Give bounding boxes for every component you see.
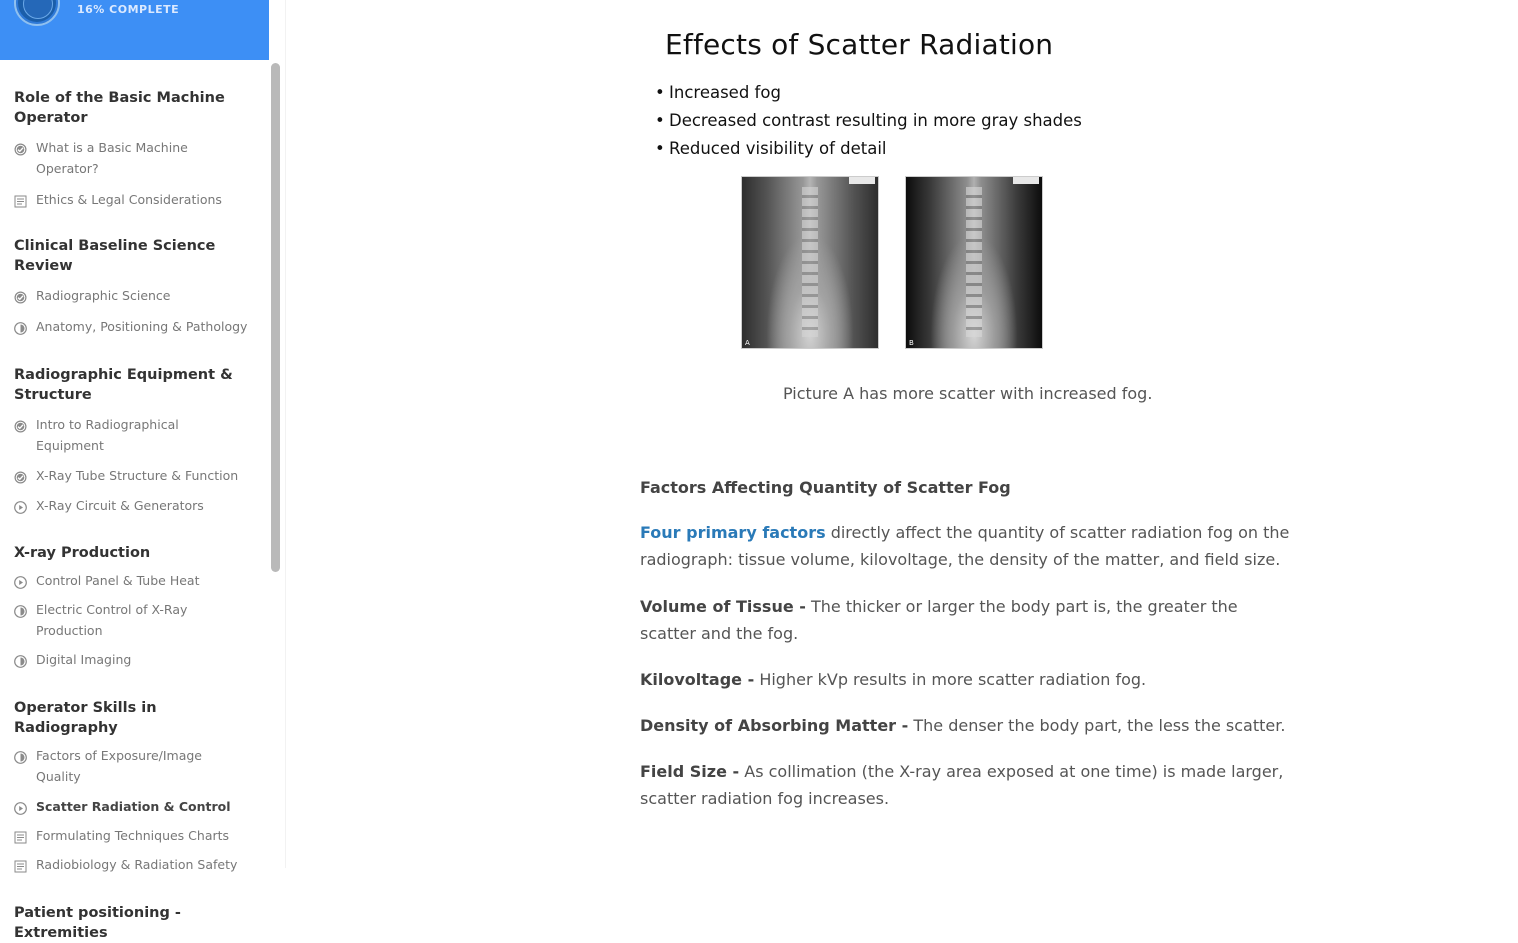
- section-title[interactable]: Operator Skills in Radiography: [14, 700, 157, 736]
- lesson-item[interactable]: [0, 414, 269, 456]
- lesson-label: Control Panel & Tube Heat: [36, 573, 200, 588]
- intro-paragraph: [640, 519, 1290, 573]
- sidebar-header: [0, 0, 269, 60]
- factor-text: The denser the body part, the less the scatter.: [908, 716, 1286, 735]
- half-circle-icon: [14, 749, 27, 762]
- lesson-label: Factors of Exposure/Image Quality: [36, 748, 202, 784]
- lesson-item[interactable]: [0, 285, 269, 306]
- slide-bullet: • Reduced visibility of detail: [655, 139, 887, 158]
- factor-kilovoltage-paragraph: [640, 666, 1290, 693]
- half-circle-icon: [14, 603, 27, 616]
- course-sidebar: [0, 0, 270, 941]
- lesson-label: Intro to Radiographical Equipment: [36, 417, 179, 453]
- course-logo[interactable]: [14, 0, 60, 26]
- image-label: B: [909, 339, 914, 347]
- lesson-label: Radiographic Science: [36, 288, 171, 303]
- image-label: A: [745, 339, 750, 347]
- lesson-label: Scatter Radiation & Control: [36, 799, 231, 814]
- intro-text: directly affect the quantity of scatter radiation fog on the radiograph: tissue volume, kilovoltage, the density of the matter, and field size.: [640, 523, 1290, 569]
- lesson-item-current[interactable]: [0, 796, 269, 817]
- section-title[interactable]: Radiographic Equipment & Structure: [14, 367, 233, 403]
- lesson-label: Anatomy, Positioning & Pathology: [36, 319, 248, 334]
- course-progress-text: 16% COMPLETE: [77, 3, 180, 16]
- section-title[interactable]: Patient positioning - Extremities: [14, 905, 181, 941]
- xray-image-a: [741, 176, 879, 349]
- text-page-icon: [14, 193, 27, 206]
- course-outline: [0, 88, 269, 943]
- lesson-item[interactable]: [0, 599, 269, 641]
- lesson-item[interactable]: [0, 745, 269, 787]
- slide-title: Effects of Scatter Radiation: [665, 28, 1054, 61]
- check-circle-icon: [14, 418, 27, 431]
- factor-term: Kilovoltage -: [640, 670, 755, 689]
- lesson-label: Electric Control of X-Ray Production: [36, 602, 188, 638]
- section-title[interactable]: Clinical Baseline Science Review: [14, 238, 216, 274]
- half-circle-icon: [14, 653, 27, 666]
- check-circle-icon: [14, 469, 27, 482]
- section-title[interactable]: X-ray Production: [14, 545, 151, 561]
- play-circle-icon: [14, 499, 27, 512]
- section-heading: Factors Affecting Quantity of Scatter Fog: [640, 478, 1011, 497]
- lesson-item[interactable]: [0, 137, 269, 179]
- factor-volume-paragraph: [640, 593, 1290, 647]
- lesson-item[interactable]: [0, 495, 269, 516]
- factor-text: As collimation (the X-ray area exposed at one time) is made larger, scatter radiation fog increases.: [640, 762, 1284, 808]
- section-title[interactable]: Role of the Basic Machine Operator: [14, 90, 225, 126]
- text-page-icon: [14, 858, 27, 871]
- lesson-label: Radiobiology & Radiation Safety: [36, 857, 238, 872]
- play-circle-icon: [14, 574, 27, 587]
- lesson-item[interactable]: [0, 570, 269, 591]
- factor-term: Field Size -: [640, 762, 740, 781]
- check-circle-icon: [14, 289, 27, 302]
- lesson-item[interactable]: [0, 316, 269, 337]
- sidebar-scrollbar[interactable]: [271, 63, 280, 572]
- lesson-label: X-Ray Circuit & Generators: [36, 498, 204, 513]
- lesson-item[interactable]: [0, 825, 269, 846]
- factor-text: Higher kVp results in more scatter radiation fog.: [754, 670, 1147, 689]
- lesson-label: Digital Imaging: [36, 652, 132, 667]
- slide-bullet-list: [655, 79, 1082, 163]
- play-circle-icon: [14, 800, 27, 813]
- slide-bullet: • Decreased contrast resulting in more gray shades: [655, 111, 1082, 130]
- factor-field-size-paragraph: [640, 758, 1290, 812]
- image-caption: Picture A has more scatter with increased fog.: [783, 384, 1153, 403]
- lesson-label: Formulating Techniques Charts: [36, 828, 230, 843]
- lesson-item[interactable]: [0, 189, 269, 210]
- xray-image-b: [905, 176, 1043, 349]
- lesson-label: X-Ray Tube Structure & Function: [36, 468, 239, 483]
- lesson-item[interactable]: [0, 854, 269, 875]
- factor-term: Volume of Tissue -: [640, 597, 806, 616]
- factor-density-paragraph: [640, 712, 1290, 739]
- lesson-item[interactable]: [0, 465, 269, 486]
- lesson-item[interactable]: [0, 649, 269, 670]
- check-circle-icon: [14, 141, 27, 154]
- lesson-label: Ethics & Legal Considerations: [36, 192, 222, 207]
- lesson-label: What is a Basic Machine Operator?: [36, 140, 188, 176]
- lesson-content: [286, 0, 1518, 868]
- factor-text: The thicker or larger the body part is, the greater the scatter and the fog.: [640, 597, 1238, 643]
- text-page-icon: [14, 829, 27, 842]
- factor-term: Density of Absorbing Matter -: [640, 716, 909, 735]
- slide-bullet: • Increased fog: [655, 83, 781, 102]
- half-circle-icon: [14, 320, 27, 333]
- four-factors-link[interactable]: Four primary factors: [640, 523, 826, 542]
